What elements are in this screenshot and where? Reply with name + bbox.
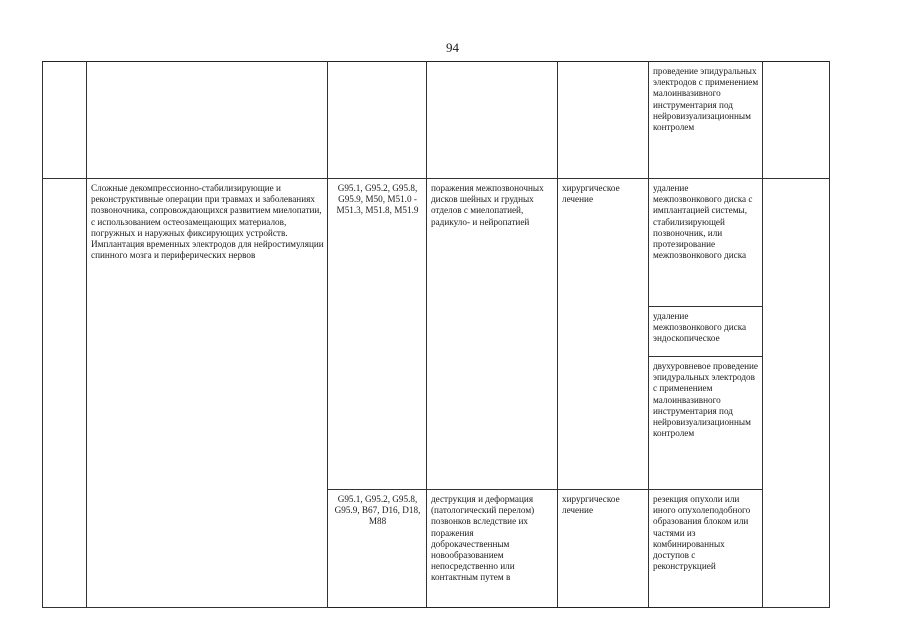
method-cell: удаление межпозвонкового диска с имплантацией системы, стабилизирующей позвоночник, или протезирование межпозвонкового диска [649,179,763,307]
codes-cell: G95.1, G95.2, G95.8, G95.9, B67, D16, D18, M88 [328,490,427,608]
diagnosis-cell: поражения межпозвоночных дисков шейных и грудных отделов с миелопатией, радикуло- и нейропатией [427,179,558,490]
method-cell: удаление межпозвонкового диска эндоскопическое [649,307,763,357]
procedure-cell [87,62,328,179]
treatment-cell: хирургическое лечение [558,179,649,490]
treatment-cell: хирургическое лечение [558,490,649,608]
codes-cell [328,62,427,179]
cost-cell [763,62,830,179]
page-number: 94 [446,40,459,55]
treatment-cell [558,62,649,179]
method-cell: проведение эпидуральных электродов с применением малоинвазивного инструментария под нейровизуализационным контролем [649,62,763,179]
table-row [43,179,830,307]
table-row [43,62,830,179]
diagnosis-cell: деструкция и деформация (патологический перелом) позвонков вследствие их поражения доброкачественным новообразованием непосредственно или контактным путем в [427,490,558,608]
number-cell [43,62,87,179]
method-cell: двухуровневое проведение эпидуральных электродов с применением малоинвазивного инструментария под нейровизуализационным контролем [649,357,763,490]
codes-cell: G95.1, G95.2, G95.8, G95.9, M50, M51.0 - M51.3, M51.8, M51.9 [328,179,427,490]
procedure-cell: Сложные декомпрессионно-стабилизирующие и реконструктивные операции при травмах и заболеваниях позвоночника, сопровождающихся развитием миелопатии, с использованием остеозамещающих материалов, погружных и наружных фиксирующих устройств. Имплантация временных электродов для нейростимуляции спинного мозга и периферических нервов [87,179,328,608]
diagnosis-cell [427,62,558,179]
medical-care-table [42,61,830,608]
cost-cell [763,179,830,608]
number-cell [43,179,87,608]
method-cell: резекция опухоли или иного опухолеподобного образования блоком или частями из комбинированных доступов с реконструкцией [649,490,763,608]
